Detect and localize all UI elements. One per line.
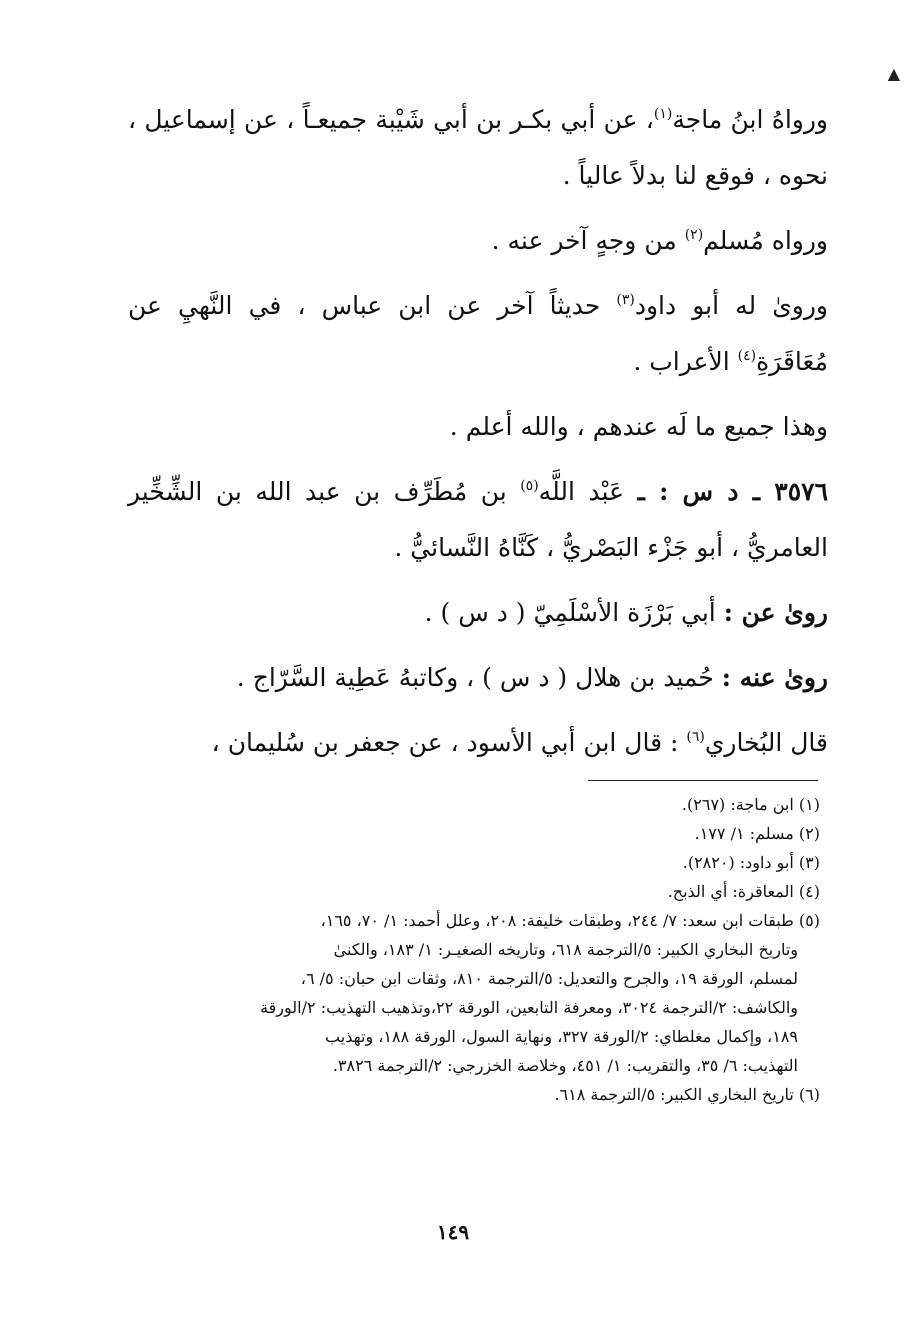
page-number: ١٤٩ bbox=[436, 1220, 470, 1244]
footnote-divider bbox=[588, 780, 818, 781]
footnote-ref-1: (١) bbox=[653, 106, 673, 122]
entry-name: عَبْد اللَّه bbox=[538, 477, 624, 506]
footnote-ref-4: (٤) bbox=[737, 348, 757, 364]
footnote-ref-5: (٥) bbox=[520, 478, 539, 494]
footnote-1: (١) ابن ماجة: (٢٦٧). bbox=[681, 795, 820, 814]
paragraph-bukhari: قال البُخاري$^{(٦)}$ : قال ابن أبي الأسود ، عن جعفر بن سُليمان ، bbox=[211, 728, 828, 757]
footnote-5 bbox=[128, 906, 820, 1080]
footnote-ref-6: (٦) bbox=[686, 729, 705, 745]
corner-mark: ▲ bbox=[887, 64, 900, 83]
footnote-4: (٤) المعاقرة: أي الذبح. bbox=[667, 882, 820, 901]
paragraph-muslim: ورواه مُسلم$^{(٢)}$ من وجهٍ آخر عنه . bbox=[491, 226, 828, 255]
paragraph-abu-dawud: وروىٰ له أبو داود$^{(٣)}$ حديثاً آخر عن ابن عباس ، في النَّهيِ عن مُعَاقَرَةِ$^{(٤)}$ الأعراب . bbox=[128, 291, 828, 376]
narrated-by-label: روىٰ عنه : bbox=[721, 663, 828, 692]
narrated-from: روىٰ عن : أبي بَرْزَة الأسْلَمِيّ ( د س ) . bbox=[424, 598, 828, 627]
narrated-from-label: روىٰ عن : bbox=[723, 598, 828, 627]
entry-heading: ٣٥٧٦ ـ د س : ـ عَبْد اللَّه$^{(٥)}$ بن مُطَرِّف بن عبد الله بن الشِّخِّير العامريُّ ، أبو جَزْء البَصْريُّ ، كَنَّاهُ النَّسائيُّ . bbox=[128, 477, 828, 562]
footnote-5-line: التهذيب: ٦/ ٣٥، والتقريب: ١/ ٤٥١، وخلاصة الخزرجي: ٢/الترجمة ٣٨٢٦. bbox=[332, 1056, 798, 1075]
entry-codes: ـ د س : ـ bbox=[637, 477, 775, 506]
footnote-ref-2: (٢) bbox=[684, 227, 704, 243]
footnote-6: (٦) تاريخ البخاري الكبير: ٥/الترجمة ٦١٨. bbox=[554, 1085, 820, 1104]
footnote-ref-3: (٣) bbox=[616, 292, 635, 308]
footnote-5-line: والكاشف: ٢/الترجمة ٣٠٢٤، ومعرفة التابعين، الورقة ٢٢،وتذهيب التهذيب: ٢/الورقة bbox=[260, 998, 798, 1017]
footnotes bbox=[128, 790, 820, 1109]
footnote-2: (٢) مسلم: ١/ ١٧٧. bbox=[694, 824, 820, 843]
main-text bbox=[128, 92, 828, 780]
entry-number: ٣٥٧٦ bbox=[774, 477, 828, 506]
paragraph-closing: وهذا جميع ما لَه عندهم ، والله أعلم . bbox=[449, 412, 828, 441]
footnote-5-line: وتاريخ البخاري الكبير: ٥/الترجمة ٦١٨، وتاريخه الصغيـر: ١/ ١٨٣، والكنىٰ bbox=[333, 940, 798, 959]
footnote-3: (٣) أبو داود: (٢٨٢٠). bbox=[682, 853, 820, 872]
footnote-5-line: (٥) طبقات ابن سعد: ٧/ ٢٤٤، وطبقات خليفة: ٢٠٨، وعلل أحمد: ١/ ٧٠، ١٦٥، bbox=[320, 911, 820, 930]
footnote-5-line: لمسلم، الورقة ١٩، والجرح والتعديل: ٥/الترجمة ٨١٠، وثقات ابن حبان: ٥/ ٦، bbox=[300, 969, 798, 988]
footnote-5-line: ١٨٩، وإكمال مغلطاي: ٢/الورقة ٣٢٧، ونهاية السول، الورقة ١٨٨، وتهذيب bbox=[325, 1027, 798, 1046]
narrated-by: روىٰ عنه : حُميد بن هلال ( د س ) ، وكاتبهُ عَطِية السَّرّاج . bbox=[236, 663, 828, 692]
paragraph-ibn-majah: ورواهُ ابنُ ماجة$^{(١)}$، عن أبي بكـر بن أبي شَيْبة جميعـاً ، عن إسماعيل ، نحوه ، فوقع لنا بدلاً عالياً . bbox=[128, 105, 828, 190]
